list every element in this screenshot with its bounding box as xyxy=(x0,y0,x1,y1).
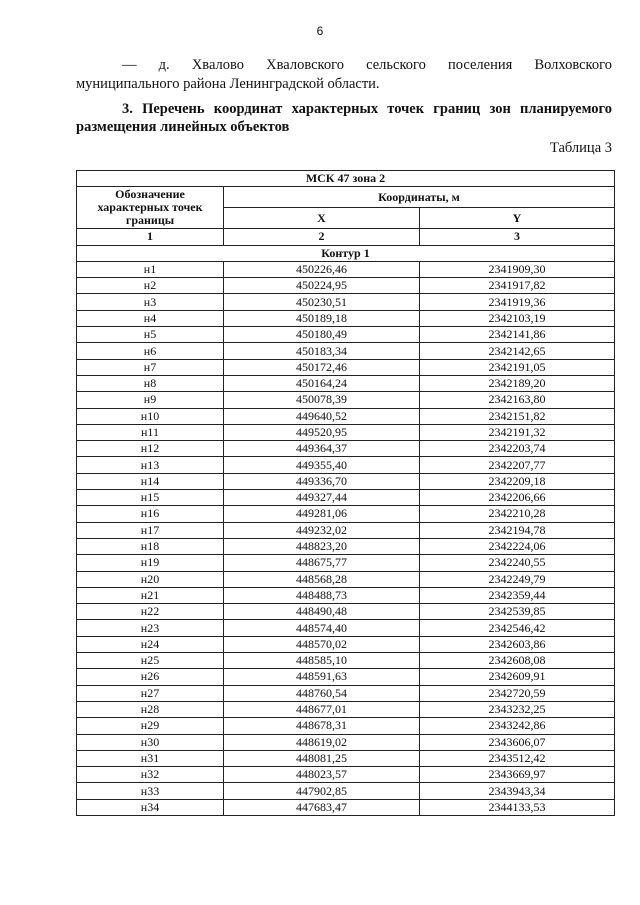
x-cell: 449336,70 xyxy=(224,473,420,489)
x-cell: 448678,31 xyxy=(224,718,420,734)
table-row xyxy=(77,327,615,343)
point-cell: н28 xyxy=(77,701,224,717)
y-cell: 2342224,06 xyxy=(420,538,615,554)
header-row xyxy=(77,187,615,208)
point-cell: н4 xyxy=(77,310,224,326)
table-row xyxy=(77,718,615,734)
y-cell: 2342603,86 xyxy=(420,636,615,652)
column-number: 3 xyxy=(420,229,615,245)
column-number: 2 xyxy=(224,229,420,245)
x-cell: 450226,46 xyxy=(224,261,420,277)
point-cell: н1 xyxy=(77,261,224,277)
y-cell: 2342151,82 xyxy=(420,408,615,424)
y-cell: 2341919,36 xyxy=(420,294,615,310)
y-cell: 2343232,25 xyxy=(420,701,615,717)
table-row xyxy=(77,457,615,473)
point-cell: н26 xyxy=(77,669,224,685)
table-row xyxy=(77,767,615,783)
table-row xyxy=(77,506,615,522)
x-cell: 448585,10 xyxy=(224,653,420,669)
x-cell: 448488,73 xyxy=(224,587,420,603)
crs-row xyxy=(77,171,615,187)
x-cell: 449327,44 xyxy=(224,490,420,506)
x-cell: 448568,28 xyxy=(224,571,420,587)
x-cell: 450078,39 xyxy=(224,392,420,408)
x-cell: 449355,40 xyxy=(224,457,420,473)
table-row xyxy=(77,392,615,408)
table-row xyxy=(77,343,615,359)
intro-line-2: муниципального района Ленинградской области. xyxy=(76,76,380,92)
y-cell: 2342189,20 xyxy=(420,375,615,391)
point-cell: н11 xyxy=(77,424,224,440)
point-cell: н23 xyxy=(77,620,224,636)
table-row xyxy=(77,799,615,815)
point-cell: н30 xyxy=(77,734,224,750)
table-row xyxy=(77,441,615,457)
y-cell: 2342539,85 xyxy=(420,604,615,620)
intro-word: поселения xyxy=(448,57,513,73)
y-cell: 2342103,19 xyxy=(420,310,615,326)
table-row xyxy=(77,783,615,799)
y-cell: 2342142,65 xyxy=(420,343,615,359)
x-cell: 448023,57 xyxy=(224,767,420,783)
x-cell: 448675,77 xyxy=(224,555,420,571)
y-cell: 2342240,55 xyxy=(420,555,615,571)
table-row xyxy=(77,685,615,701)
y-cell: 2342720,59 xyxy=(420,685,615,701)
x-cell: 450224,95 xyxy=(224,278,420,294)
x-cell: 448574,40 xyxy=(224,620,420,636)
table-row xyxy=(77,490,615,506)
y-cell: 2343606,07 xyxy=(420,734,615,750)
y-cell: 2343943,34 xyxy=(420,783,615,799)
point-cell: н10 xyxy=(77,408,224,424)
x-cell: 447902,85 xyxy=(224,783,420,799)
table-row xyxy=(77,522,615,538)
designation-header: Обозначение характерных точек границы xyxy=(77,187,224,229)
x-cell: 450180,49 xyxy=(224,327,420,343)
y-cell: 2342141,86 xyxy=(420,327,615,343)
intro-paragraph xyxy=(76,56,612,94)
y-cell: 2342210,28 xyxy=(420,506,615,522)
y-cell: 2342546,42 xyxy=(420,620,615,636)
x-cell: 449281,06 xyxy=(224,506,420,522)
y-cell: 2342194,78 xyxy=(420,522,615,538)
table-row xyxy=(77,261,615,277)
table-row xyxy=(77,375,615,391)
x-cell: 448760,54 xyxy=(224,685,420,701)
table-row xyxy=(77,701,615,717)
x-cell: 448823,20 xyxy=(224,538,420,554)
point-cell: н2 xyxy=(77,278,224,294)
x-cell: 450164,24 xyxy=(224,375,420,391)
point-cell: н19 xyxy=(77,555,224,571)
y-cell: 2342249,79 xyxy=(420,571,615,587)
point-cell: н21 xyxy=(77,587,224,603)
y-cell: 2343242,86 xyxy=(420,718,615,734)
contour-row xyxy=(77,245,615,261)
section-heading: 3. Перечень координат характерных точек границ зон планируемого размещения линейных объектов xyxy=(76,101,612,135)
intro-word: сельского xyxy=(366,57,426,73)
table-row xyxy=(77,310,615,326)
y-cell: 2342191,05 xyxy=(420,359,615,375)
table-row xyxy=(77,620,615,636)
x-cell: 447683,47 xyxy=(224,799,420,815)
point-cell: н14 xyxy=(77,473,224,489)
coordinates-table xyxy=(76,170,615,816)
y-header: Y xyxy=(420,208,615,229)
x-header: X xyxy=(224,208,420,229)
intro-word: Хваловского xyxy=(266,57,344,73)
y-cell: 2342163,80 xyxy=(420,392,615,408)
point-cell: н15 xyxy=(77,490,224,506)
intro-word: Волховского xyxy=(534,57,612,73)
y-cell: 2342191,32 xyxy=(420,424,615,440)
x-cell: 450230,51 xyxy=(224,294,420,310)
x-cell: 449520,95 xyxy=(224,424,420,440)
intro-line-1 xyxy=(76,56,612,75)
table-row xyxy=(77,538,615,554)
point-cell: н12 xyxy=(77,441,224,457)
y-cell: 2342359,44 xyxy=(420,587,615,603)
point-cell: н29 xyxy=(77,718,224,734)
table-row xyxy=(77,636,615,652)
y-cell: 2341909,30 xyxy=(420,261,615,277)
table-caption: Таблица 3 xyxy=(549,140,612,156)
table-row xyxy=(77,669,615,685)
table-row xyxy=(77,571,615,587)
column-number-row xyxy=(77,229,615,245)
x-cell: 448490,48 xyxy=(224,604,420,620)
table-row xyxy=(77,424,615,440)
point-cell: н5 xyxy=(77,327,224,343)
y-cell: 2342209,18 xyxy=(420,473,615,489)
y-cell: 2344133,53 xyxy=(420,799,615,815)
table-row xyxy=(77,278,615,294)
intro-word: Хвалово xyxy=(191,57,245,73)
table-row xyxy=(77,653,615,669)
point-cell: н6 xyxy=(77,343,224,359)
point-cell: н24 xyxy=(77,636,224,652)
point-cell: н34 xyxy=(77,799,224,815)
coordinates-header: Координаты, м xyxy=(224,187,615,208)
x-cell: 448081,25 xyxy=(224,750,420,766)
contour-label: Контур 1 xyxy=(77,245,615,261)
y-cell: 2343512,42 xyxy=(420,750,615,766)
y-cell: 2342608,08 xyxy=(420,653,615,669)
table-row xyxy=(77,734,615,750)
point-cell: н17 xyxy=(77,522,224,538)
x-cell: 448677,01 xyxy=(224,701,420,717)
point-cell: н20 xyxy=(77,571,224,587)
table-row xyxy=(77,587,615,603)
y-cell: 2342206,66 xyxy=(420,490,615,506)
x-cell: 450183,34 xyxy=(224,343,420,359)
point-cell: н18 xyxy=(77,538,224,554)
point-cell: н9 xyxy=(77,392,224,408)
page-number: 6 xyxy=(316,24,324,38)
crs-cell: МСК 47 зона 2 xyxy=(77,171,615,187)
intro-dash: — xyxy=(122,57,137,73)
table-row xyxy=(77,294,615,310)
table-row xyxy=(77,408,615,424)
y-cell: 2342207,77 xyxy=(420,457,615,473)
y-cell: 2342609,91 xyxy=(420,669,615,685)
point-cell: н7 xyxy=(77,359,224,375)
column-number: 1 xyxy=(77,229,224,245)
intro-word: д. xyxy=(158,57,170,73)
table-row xyxy=(77,750,615,766)
point-cell: н13 xyxy=(77,457,224,473)
x-cell: 448570,02 xyxy=(224,636,420,652)
x-cell: 450172,46 xyxy=(224,359,420,375)
point-cell: н33 xyxy=(77,783,224,799)
point-cell: н27 xyxy=(77,685,224,701)
x-cell: 448591,63 xyxy=(224,669,420,685)
y-cell: 2342203,74 xyxy=(420,441,615,457)
x-cell: 448619,02 xyxy=(224,734,420,750)
x-cell: 449232,02 xyxy=(224,522,420,538)
point-cell: н8 xyxy=(77,375,224,391)
point-cell: н31 xyxy=(77,750,224,766)
point-cell: н22 xyxy=(77,604,224,620)
point-cell: н32 xyxy=(77,767,224,783)
y-cell: 2343669,97 xyxy=(420,767,615,783)
x-cell: 449640,52 xyxy=(224,408,420,424)
point-cell: н3 xyxy=(77,294,224,310)
table-row xyxy=(77,359,615,375)
y-cell: 2341917,82 xyxy=(420,278,615,294)
table-row xyxy=(77,473,615,489)
x-cell: 450189,18 xyxy=(224,310,420,326)
table-row xyxy=(77,555,615,571)
x-cell: 449364,37 xyxy=(224,441,420,457)
point-cell: н25 xyxy=(77,653,224,669)
point-cell: н16 xyxy=(77,506,224,522)
table-row xyxy=(77,604,615,620)
